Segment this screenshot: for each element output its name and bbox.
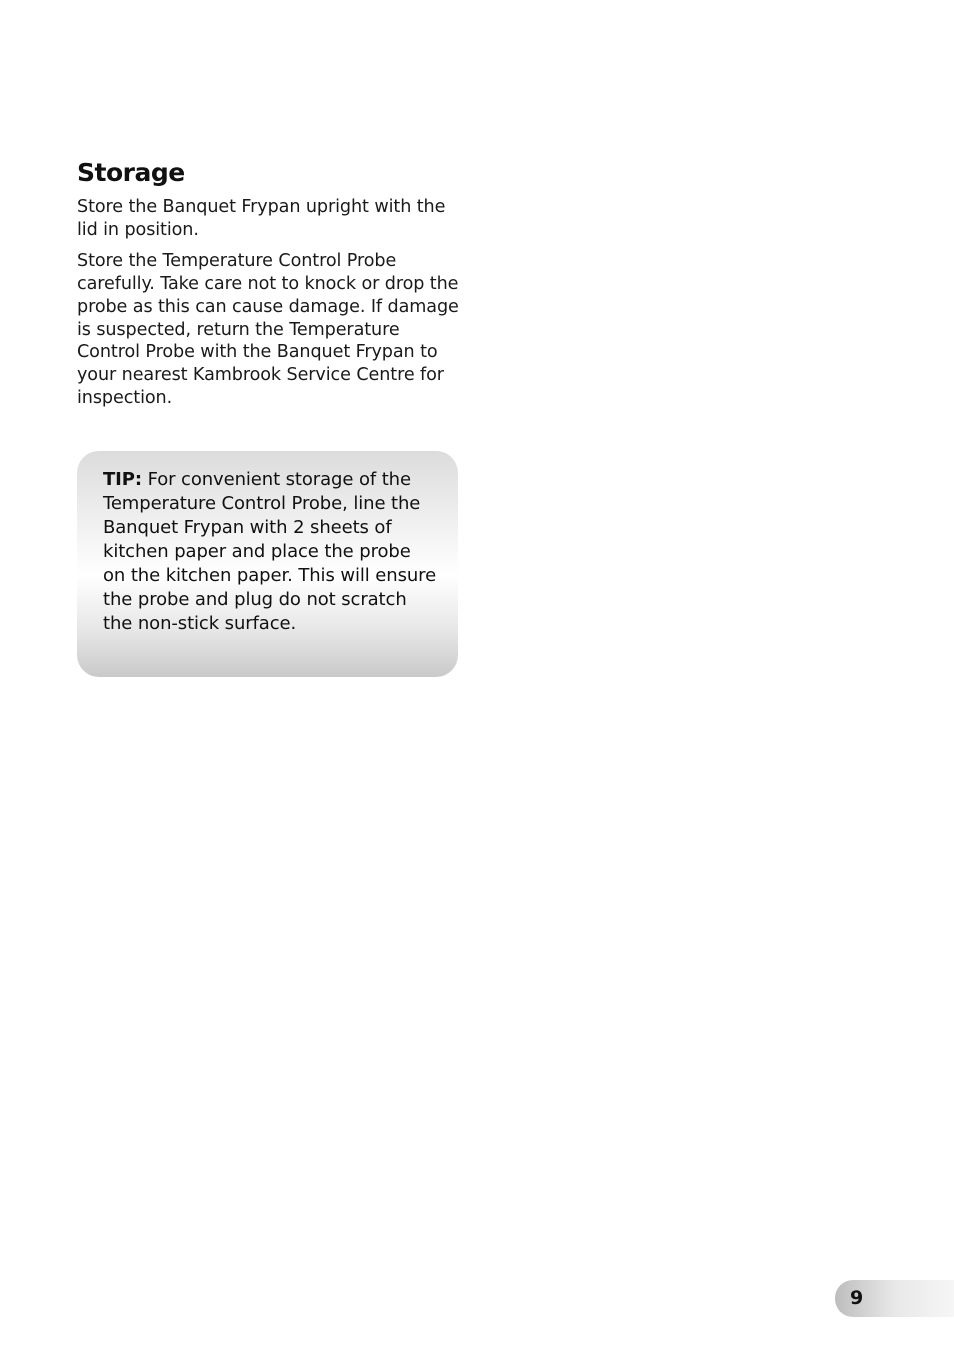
storage-section bbox=[77, 156, 467, 418]
section-heading: Storage bbox=[77, 158, 185, 187]
tip-body: For convenient storage of the Temperature Control Probe, line the Banquet Frypan with 2 sheets of kitchen paper and place the probe on the kitchen paper. This will ensure the probe and plug do not scratch the non-stick surface. bbox=[103, 469, 437, 634]
page-number: 9 bbox=[850, 1287, 864, 1309]
tip-text bbox=[103, 468, 438, 636]
tip-label: TIP: bbox=[103, 469, 142, 490]
storage-paragraph-2: Store the Temperature Control Probe carefully. Take care not to knock or drop the probe as this can cause damage. If damage is suspected, return the Temperature Control Probe with the Banquet Frypan to your nearest Kambrook Service Centre for inspection. bbox=[77, 250, 459, 409]
tip-box bbox=[77, 451, 458, 677]
storage-paragraph-1: Store the Banquet Frypan upright with the lid in position. bbox=[77, 197, 446, 240]
